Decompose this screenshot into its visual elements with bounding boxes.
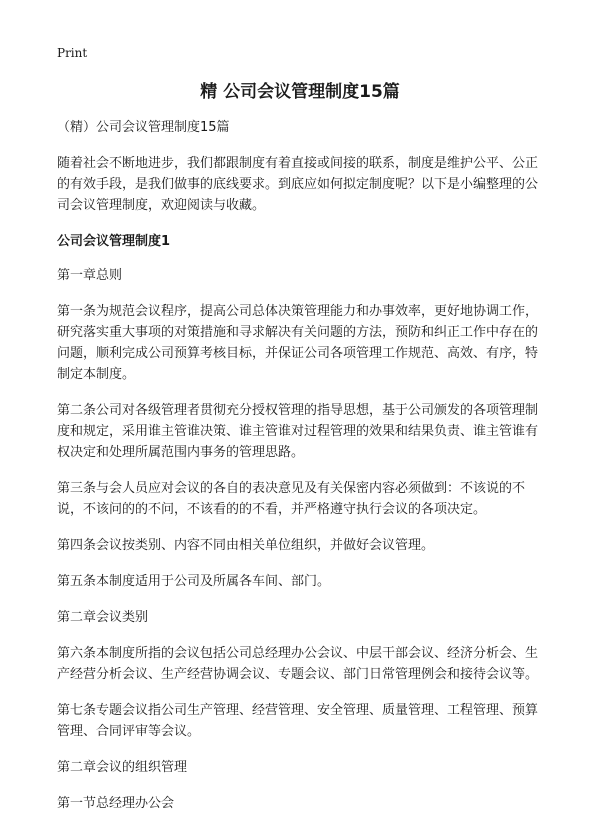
article-paragraph: 第五条本制度适用于公司及所属各车间、部门。 — [57, 574, 331, 589]
document-body — [57, 117, 545, 829]
article-paragraph: 第七条专题会议指公司生产管理、经营管理、安全管理、质量管理、工程管理、预算管理、合同评审等会议。 — [57, 703, 539, 739]
print-link[interactable]: Print — [57, 46, 88, 60]
chapter-heading: 第二章会议的组织管理 — [57, 760, 188, 775]
section-subheading: 第一节总经理办公会 — [57, 796, 175, 811]
intro-paragraph: 随着社会不断地进步，我们都跟制度有着直接或间接的联系，制度是维护公平、公正的有效手段，是我们做事的底线要求。到底应如何拟定制度呢？以下是小编整理的公司会议管理制度，欢迎阅读与收藏。 — [57, 156, 539, 213]
section-heading: 公司会议管理制度1 — [57, 234, 171, 249]
article-paragraph: 第六条本制度所指的会议包括公司总经理办公会议、中层干部会议、经济分析会、生产经营分析会议、生产经营协调会议、专题会议、部门日常管理例会和接待会议等。 — [57, 646, 539, 682]
article-paragraph: 第三条与会人员应对会议的各自的表决意见及有关保密内容必须做到：不该说的不说，不该问的的不问，不该看的的不看，并严格遵守执行会议的各项决定。 — [57, 481, 526, 517]
subtitle-paragraph: （精）公司会议管理制度15篇 — [57, 120, 230, 135]
article-paragraph: 第二条公司对各级管理者贯彻充分授权管理的指导思想，基于公司颁发的各项管理制度和规定，采用谁主管谁决策、谁主管谁对过程管理的效果和结果负责、谁主管谁有权决定和处理所属范围内事务的管理思路。 — [57, 403, 539, 460]
document-title: 精 公司会议管理制度15篇 — [200, 82, 400, 102]
chapter-heading: 第一章总则 — [57, 268, 123, 283]
article-paragraph: 第四条会议按类别、内容不同由相关单位组织，并做好会议管理。 — [57, 538, 435, 553]
article-paragraph: 第一条为规范会议程序，提高公司总体决策管理能力和办事效率，更好地协调工作，研究落实重大事项的对策措施和寻求解决有关问题的方法，预防和纠正工作中存在的问题，顺利完成公司预算考核目标，并保证公司各项管理工作规范、高效、有序，特制定本制度。 — [57, 304, 539, 382]
chapter-heading: 第二章会议类别 — [57, 610, 149, 625]
